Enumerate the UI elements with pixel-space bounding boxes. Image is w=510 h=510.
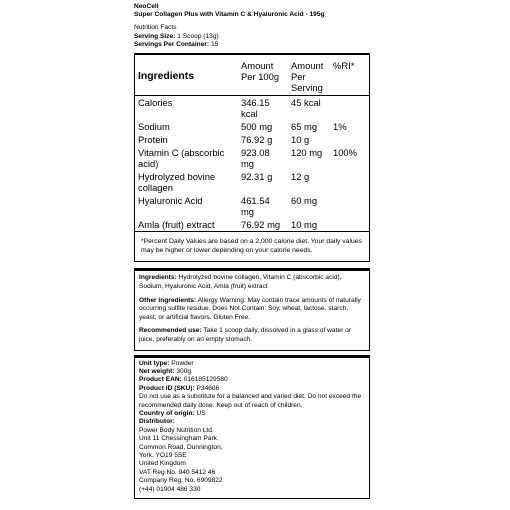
brand-name: NeoCell [134, 3, 159, 10]
other-ingredients-paragraph [139, 297, 365, 323]
table-cell: 120 mg [291, 147, 323, 159]
table-cell: 461.54 mg [241, 195, 270, 218]
other-ingredients-text: Allergy Warning: May contain trace amounts of naturally occurring sulfite residue. Does Not Contain: Soy, wheat, lactose, starch, yeast, or artificial flavors. Gluten Free. [139, 296, 361, 321]
distributor-line: York, YO19 5SE [139, 452, 187, 460]
table-cell: Protein [138, 134, 168, 146]
table-cell: 45 kcal [291, 97, 321, 109]
table-row [135, 96, 369, 121]
distributor-line: VAT Reg No. 940 5412 46 [139, 468, 216, 476]
usage-warning: Do not use as a substitute for a balanced and varied diet. Do not exceed the recommended daily dose. Keep out of reach of children. [139, 393, 362, 409]
recommended-use-text: Take 1 scoop daily, dissolved in a glass of water or juice, preferably on an empty stomach. [139, 327, 351, 343]
label-header [128, 0, 376, 49]
table-cell [330, 96, 369, 121]
distributor-line: Unit 11 Chessingham Park [139, 435, 217, 443]
table-cell [330, 194, 369, 218]
origin-value: US [196, 410, 206, 418]
product-ean [139, 376, 365, 384]
table-cell: 500 mg [241, 121, 273, 133]
serving-size-value: 1 Scoop (13g) [177, 32, 219, 40]
product-sku [139, 385, 365, 393]
facts-title: Nutrition Facts [134, 24, 177, 32]
table-cell: 65 mg [291, 121, 318, 133]
distributor-line: United Kingdom [139, 460, 186, 468]
serving-size-label: Serving Size: [134, 32, 176, 40]
sku-value: P34606 [196, 384, 220, 392]
table-cell: 1% [333, 121, 347, 133]
net-weight-label: Net weight: [139, 367, 175, 375]
country-of-origin [139, 410, 365, 418]
table-cell: 923.08 mg [241, 147, 270, 170]
recommended-use-label: Recommended use: [139, 327, 202, 335]
column-header-per-100g: Amount Per 100g [241, 60, 280, 83]
unit-type-label: Unit type: [139, 359, 170, 367]
distributor-line: (+44) 01904 486 330 [139, 485, 201, 493]
ean-label: Product EAN: [139, 376, 182, 384]
ean-value: 016185129580 [183, 376, 228, 384]
table-row [135, 218, 369, 231]
daily-value-footnote: *Percent Daily Values are based on a 2,000 calorie diet. Your daily values may be higher or lower depending on your calorie needs. [135, 231, 369, 261]
table-cell: 76.92 g [241, 134, 273, 146]
table-cell: 10 mg [291, 219, 318, 231]
table-cell: Vitamin C (abscorbic acid) [138, 147, 225, 170]
table-header-row [135, 55, 369, 96]
ingredients-paragraph [139, 274, 365, 291]
table-cell: 10 g [291, 134, 310, 146]
table-cell: 60 mg [291, 195, 318, 207]
sku-label: Product ID (SKU): [139, 384, 195, 392]
net-weight-value: 300g [176, 367, 192, 375]
distributor-line: Company Reg. No. 6909822 [139, 477, 223, 485]
table-cell: 100% [333, 147, 357, 159]
table-row [135, 146, 369, 170]
table-cell: Hydrolyzed bovine collagen [138, 171, 216, 194]
table-cell [330, 218, 369, 231]
table-cell: 92.31 g [241, 171, 273, 183]
table-cell: 346.15 kcal [241, 97, 270, 120]
table-row [135, 133, 369, 146]
servings-per-container [134, 41, 370, 49]
recommended-use-paragraph [139, 327, 365, 344]
nutrition-label [128, 0, 376, 510]
unit-type [139, 360, 365, 368]
other-ingredients-label: Other ingredients: [139, 296, 197, 304]
table-cell: Amla (fruit) extract [138, 219, 215, 231]
nutrition-table [135, 55, 369, 231]
table-row [135, 120, 369, 133]
column-header-ingredients: Ingredients [138, 71, 195, 83]
distributor-line: Common Road, Dunnington, [139, 443, 223, 451]
ingredients-text: Hydrolyzed bovine collagen, Vitamin C (abscorbic acid), Sodium, Hyaluronic Acid, Amla (fruit) extract [139, 274, 342, 291]
nutrition-table-box [134, 53, 370, 262]
table-row [135, 194, 369, 218]
origin-label: Country of origin: [139, 410, 195, 418]
table-cell: 12 g [291, 171, 310, 183]
table-cell [330, 170, 369, 194]
table-cell: Calories [138, 97, 173, 109]
net-weight [139, 368, 365, 376]
column-header-per-serving: Amount Per Serving [291, 60, 324, 94]
ingredients-section [134, 268, 370, 350]
table-cell: Hyaluronic Acid [138, 195, 203, 207]
servings-label: Servings Per Container: [134, 40, 210, 48]
table-cell [330, 133, 369, 146]
serving-size [134, 33, 370, 41]
product-title: Super Collagen Plus with Vitamin C & Hyaluronic Acid - 195g [134, 11, 325, 19]
table-cell: 76.92 mg [241, 219, 281, 231]
unit-type-value: Powder [171, 359, 194, 367]
servings-value: 15 [210, 40, 219, 48]
ingredients-label: Ingredients: [139, 274, 177, 282]
distributor-label: Distributor: [139, 418, 175, 426]
table-cell: Sodium [138, 121, 170, 133]
distributor-line: Power Body Nutrition Ltd. [139, 426, 214, 434]
table-row [135, 170, 369, 194]
product-info-section [134, 355, 370, 500]
column-header-ri: %RI* [333, 60, 355, 72]
